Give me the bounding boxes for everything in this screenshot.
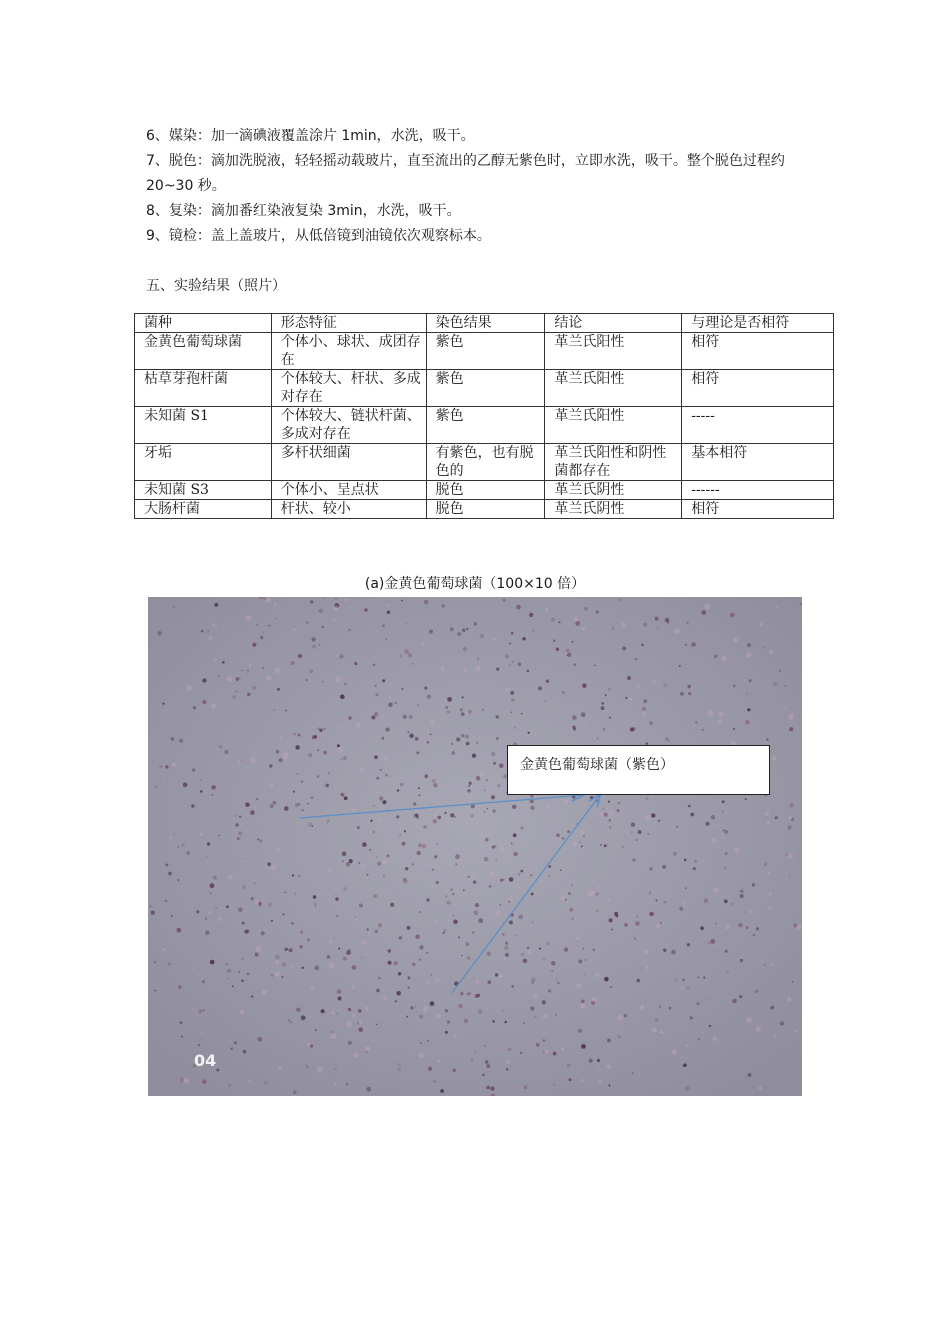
table-cell: 革兰氏阴性 xyxy=(545,500,682,519)
table-cell: 杆状、较小 xyxy=(271,500,426,519)
step-9: 9、镜检：盖上盖玻片，从低倍镜到油镜依次观察标本。 xyxy=(146,228,491,244)
table-cell: 枯草芽孢杆菌 xyxy=(135,370,272,407)
table-cell: 相符 xyxy=(682,333,834,370)
table-cell: 革兰氏阴性 xyxy=(545,481,682,500)
table-cell: 未知菌 S3 xyxy=(135,481,272,500)
table-cell: 脱色 xyxy=(426,481,545,500)
table-cell: 大肠杆菌 xyxy=(135,500,272,519)
table-cell: 革兰氏阳性和阴性菌都存在 xyxy=(545,444,682,481)
table-cell: 脱色 xyxy=(426,500,545,519)
header-species: 菌种 xyxy=(135,314,272,333)
table-cell: 革兰氏阳性 xyxy=(545,370,682,407)
table-cell: 金黄色葡萄球菌 xyxy=(135,333,272,370)
step-7: 7、脱色：滴加洗脱液，轻轻摇动载玻片，直至流出的乙醇无紫色时，立即水洗，吸干。整个脱色过程约 20~30 秒。 xyxy=(146,153,785,194)
table-cell: 基本相符 xyxy=(682,444,834,481)
table-cell: 牙垢 xyxy=(135,444,272,481)
table-cell: 革兰氏阳性 xyxy=(545,333,682,370)
header-matches-theory: 与理论是否相符 xyxy=(682,314,834,333)
table-cell: 紫色 xyxy=(426,407,545,444)
table-cell: ----- xyxy=(682,407,834,444)
table-cell: 个体较大、杆状、多成对存在 xyxy=(271,370,426,407)
table-row xyxy=(135,333,834,370)
header-morphology: 形态特征 xyxy=(271,314,426,333)
table-cell: 多杆状细菌 xyxy=(271,444,426,481)
table-cell: 革兰氏阳性 xyxy=(545,407,682,444)
table-cell: 相符 xyxy=(682,500,834,519)
table-cell: 有紫色，也有脱色的 xyxy=(426,444,545,481)
figure-caption: (a)金黄色葡萄球菌（100×10 倍） xyxy=(364,576,586,592)
header-conclusion: 结论 xyxy=(545,314,682,333)
header-stain-result: 染色结果 xyxy=(426,314,545,333)
table-cell: 个体较大、链状杆菌、多成对存在 xyxy=(271,407,426,444)
section-heading: 五、实验结果（照片） xyxy=(146,278,286,294)
table-row xyxy=(135,500,834,519)
step-8: 8、复染：滴加番红染液复染 3min，水洗，吸干。 xyxy=(146,203,461,219)
table-row xyxy=(135,407,834,444)
table-row xyxy=(135,481,834,500)
micrograph-image xyxy=(148,597,802,1096)
table-cell: 紫色 xyxy=(426,370,545,407)
annotation-label: 金黄色葡萄球菌（紫色） xyxy=(507,745,770,795)
table-cell: 紫色 xyxy=(426,333,545,370)
table-cell: ------ xyxy=(682,481,834,500)
results-table xyxy=(134,313,834,519)
table-row xyxy=(135,370,834,407)
table-row xyxy=(135,444,834,481)
step-6: 6、媒染：加一滴碘液覆盖涂片 1min，水洗，吸干。 xyxy=(146,128,475,144)
table-cell: 相符 xyxy=(682,370,834,407)
table-cell: 未知菌 S1 xyxy=(135,407,272,444)
table-cell: 个体小、球状、成团存在 xyxy=(271,333,426,370)
table-header-row xyxy=(135,314,834,333)
micrograph-cells xyxy=(148,597,802,1096)
table-cell: 个体小、呈点状 xyxy=(271,481,426,500)
frame-number: 04 xyxy=(194,1051,217,1070)
